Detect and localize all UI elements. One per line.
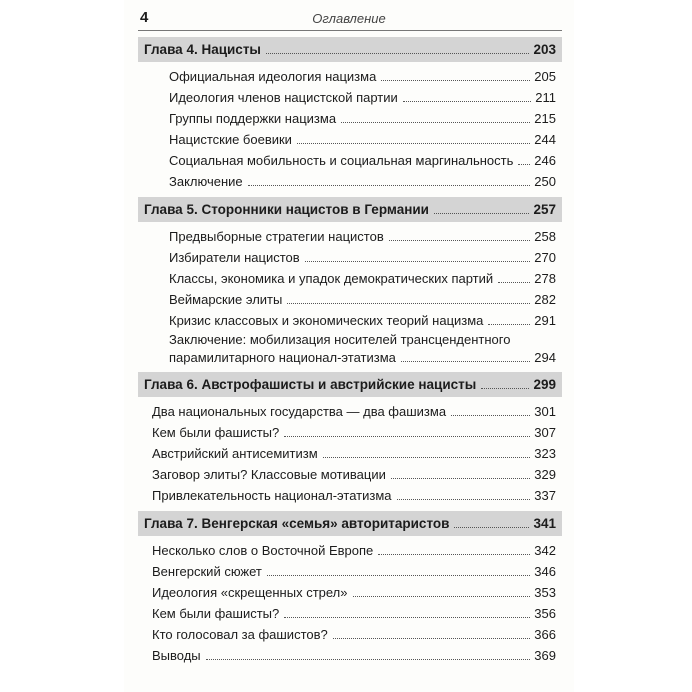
entry-page: 291 — [534, 313, 556, 328]
book-page — [124, 0, 574, 692]
toc-entry[interactable] — [138, 624, 562, 645]
entry-page: 250 — [534, 174, 556, 189]
entry-page: 282 — [534, 292, 556, 307]
toc-entry[interactable] — [138, 66, 562, 87]
entry-title: Кем были фашисты? — [152, 606, 280, 621]
entry-title: Группы поддержки нацизма — [169, 111, 337, 126]
leader-dots — [284, 436, 530, 437]
entry-page: 301 — [534, 404, 556, 419]
leader-dots — [488, 324, 530, 325]
entry-title: Венгерский сюжет — [152, 564, 262, 579]
toc-entry[interactable] — [138, 603, 562, 624]
leader-dots — [287, 303, 530, 304]
entry-title: Привлекательность национал-этатизма — [152, 488, 392, 503]
entry-title: Два национальных государства — два фашизма — [152, 404, 447, 419]
toc-entry[interactable] — [138, 582, 562, 603]
entry-title: Нацистские боевики — [169, 132, 292, 147]
entry-title: Социальная мобильность и социальная маргинальность — [169, 153, 514, 168]
entry-page: 246 — [534, 153, 556, 168]
toc-entry[interactable] — [138, 645, 562, 666]
entry-page: 294 — [534, 350, 556, 365]
entry-title: Веймарские элиты — [169, 292, 283, 307]
entry-page: 244 — [534, 132, 556, 147]
table-of-contents — [138, 37, 562, 666]
entry-title: Несколько слов о Восточной Европе — [152, 543, 374, 558]
entry-page: 346 — [534, 564, 556, 579]
entry-title: Избиратели нацистов — [169, 250, 300, 265]
chapter-5 — [138, 197, 562, 367]
entry-page: 205 — [534, 69, 556, 84]
leader-dots — [297, 143, 530, 144]
chapter-heading[interactable] — [138, 511, 562, 536]
toc-entry[interactable] — [138, 129, 562, 150]
leader-dots — [481, 388, 529, 389]
entry-title: Заключение — [169, 174, 243, 189]
chapter-page: 341 — [533, 516, 556, 531]
entry-title-line1: Заключение: мобилизация носителей трансцендентного — [169, 332, 511, 347]
leader-dots — [284, 617, 530, 618]
entry-title: Кризис классовых и экономических теорий нацизма — [169, 313, 484, 328]
entry-page: 278 — [534, 271, 556, 286]
leader-dots — [353, 596, 531, 597]
entry-page: 211 — [535, 90, 556, 105]
leader-dots — [381, 80, 530, 81]
chapter-title: Глава 7. Венгерская «семья» авторитаристов — [144, 516, 450, 531]
toc-entry[interactable] — [138, 289, 562, 310]
running-title: Оглавление — [312, 11, 386, 26]
leader-dots — [434, 213, 530, 214]
toc-entry-multiline[interactable] — [138, 331, 562, 367]
entry-page: 366 — [534, 627, 556, 642]
toc-entry[interactable] — [138, 540, 562, 561]
toc-entry[interactable] — [138, 561, 562, 582]
entry-page: 337 — [534, 488, 556, 503]
chapter-page: 203 — [533, 42, 556, 57]
entry-page: 307 — [534, 425, 556, 440]
chapter-6 — [138, 372, 562, 506]
chapter-title: Глава 4. Нацисты — [144, 42, 261, 57]
leader-dots — [401, 361, 530, 362]
entry-title: Официальная идеология нацизма — [169, 69, 377, 84]
entry-page: 270 — [534, 250, 556, 265]
leader-dots — [391, 478, 530, 479]
entry-page: 356 — [534, 606, 556, 621]
entry-title: Предвыборные стратегии нацистов — [169, 229, 384, 244]
leader-dots — [378, 554, 530, 555]
toc-entry[interactable] — [138, 422, 562, 443]
leader-dots — [333, 638, 531, 639]
entry-title: Австрийский антисемитизм — [152, 446, 318, 461]
leader-dots — [498, 282, 530, 283]
entry-title: Классы, экономика и упадок демократических партий — [169, 271, 494, 286]
leader-dots — [266, 53, 530, 54]
leader-dots — [397, 499, 531, 500]
chapter-heading[interactable] — [138, 372, 562, 397]
leader-dots — [323, 457, 531, 458]
entry-page: 258 — [534, 229, 556, 244]
entry-title: Идеология членов нацистской партии — [169, 90, 398, 105]
entry-page: 369 — [534, 648, 556, 663]
page-number: 4 — [140, 9, 149, 26]
chapter-page: 299 — [533, 377, 556, 392]
entry-page: 215 — [534, 111, 556, 126]
entry-title: Кем были фашисты? — [152, 425, 280, 440]
leader-dots — [267, 575, 530, 576]
entry-page: 323 — [534, 446, 556, 461]
leader-dots — [403, 101, 531, 102]
entry-title: Идеология «скрещенных стрел» — [152, 585, 348, 600]
entry-title: Выводы — [152, 648, 201, 663]
leader-dots — [248, 185, 531, 186]
leader-dots — [389, 240, 531, 241]
entry-page: 329 — [534, 467, 556, 482]
chapter-page: 257 — [533, 202, 556, 217]
toc-entry[interactable] — [138, 108, 562, 129]
leader-dots — [451, 415, 530, 416]
entry-title-line2: парамилитарного национал-этатизма — [169, 350, 396, 365]
chapter-title: Глава 6. Австрофашисты и австрийские нацисты — [144, 377, 477, 392]
chapter-heading[interactable] — [138, 197, 562, 222]
toc-entry[interactable] — [138, 401, 562, 422]
chapter-4 — [138, 37, 562, 192]
leader-dots — [206, 659, 531, 660]
header-divider — [138, 30, 562, 31]
entry-page: 353 — [534, 585, 556, 600]
leader-dots — [454, 527, 529, 528]
entry-page: 342 — [534, 543, 556, 558]
chapter-heading[interactable] — [138, 37, 562, 62]
toc-entry[interactable] — [138, 226, 562, 247]
toc-entry[interactable] — [138, 310, 562, 331]
toc-entry[interactable] — [138, 464, 562, 485]
toc-entry[interactable] — [138, 171, 562, 192]
leader-dots — [305, 261, 531, 262]
toc-entry[interactable] — [138, 247, 562, 268]
leader-dots — [518, 164, 530, 165]
toc-entry[interactable] — [138, 268, 562, 289]
toc-entry[interactable] — [138, 485, 562, 506]
toc-entry[interactable] — [138, 443, 562, 464]
leader-dots — [341, 122, 530, 123]
entry-title: Кто голосовал за фашистов? — [152, 627, 328, 642]
entry-title: Заговор элиты? Классовые мотивации — [152, 467, 386, 482]
chapter-title: Глава 5. Сторонники нацистов в Германии — [144, 202, 429, 217]
chapter-7 — [138, 511, 562, 666]
toc-entry[interactable] — [138, 150, 562, 171]
toc-entry[interactable] — [138, 87, 562, 108]
